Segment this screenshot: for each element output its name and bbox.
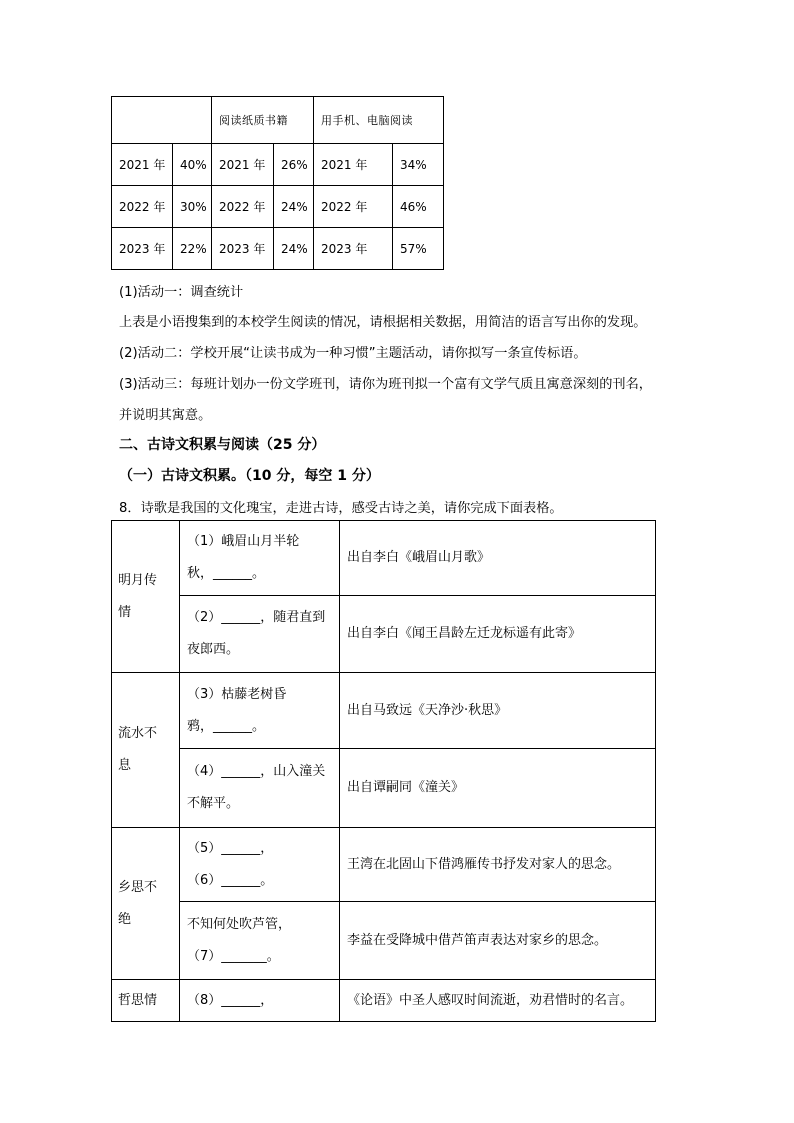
question-1-text: 上表是小语搜集到的本校学生阅读的情况，请根据相关数据，用简洁的语言写出你的发现。 — [119, 315, 647, 330]
header-paper-books: 阅读纸质书籍 — [212, 97, 314, 144]
table-row — [112, 228, 444, 270]
table-cell: 2023 年 — [212, 228, 274, 270]
table-cell: 22% — [173, 228, 212, 270]
category-cell: 明月传 情 — [112, 521, 180, 673]
verse-cell: （8）______， — [180, 980, 340, 1022]
section-title: 二、古诗文积累与阅读（25 分） — [119, 437, 326, 453]
header-digital-reading: 用手机、电脑阅读 — [314, 97, 444, 144]
source-cell: 出自李白《闻王昌龄左迁龙标遥有此寄》 — [340, 596, 656, 673]
question-3-text: (3)活动三：每班计划办一份文学班刊，请你为班刊拟一个富有文学气质且寓意深刻的刊名， — [119, 377, 652, 392]
table-cell: 46% — [393, 186, 444, 228]
table-cell: 40% — [173, 144, 212, 186]
table-cell: 24% — [274, 228, 314, 270]
table-row — [112, 144, 444, 186]
source-cell: 《论语》中圣人感叹时间流逝，劝君惜时的名言。 — [340, 980, 656, 1022]
verse-cell: （3）枯藤老树昏 鸦，______。 — [180, 673, 340, 749]
category-cell: 乡思不 绝 — [112, 828, 180, 980]
table-cell: 2021 年 — [314, 144, 393, 186]
table-cell: 30% — [173, 186, 212, 228]
table-cell: 57% — [393, 228, 444, 270]
table-row — [112, 186, 444, 228]
source-cell: 出自谭嗣同《潼关》 — [340, 749, 656, 828]
verse-cell: （2）______，随君直到 夜郎西。 — [180, 596, 340, 673]
table-cell: 2023 年 — [112, 228, 173, 270]
table-row — [112, 749, 656, 828]
table-cell: 26% — [274, 144, 314, 186]
verse-cell: （4）______，山入潼关 不解平。 — [180, 749, 340, 828]
reading-survey-table — [111, 96, 444, 270]
question-3-text-cont: 并说明其寓意。 — [119, 408, 212, 423]
section-subtitle: （一）古诗文积累。（10 分，每空 1 分） — [119, 468, 380, 484]
table-cell: 2021 年 — [112, 144, 173, 186]
poetry-table — [111, 520, 656, 1022]
header-empty-cell — [112, 97, 212, 144]
source-cell: 出自马致远《天净沙·秋思》 — [340, 673, 656, 749]
category-cell: 哲思情 — [112, 980, 180, 1022]
source-cell: 王湾在北固山下借鸿雁传书抒发对家人的思念。 — [340, 828, 656, 902]
table-cell: 34% — [393, 144, 444, 186]
question-8-text: 8．诗歌是我国的文化瑰宝，走进古诗，感受古诗之美，请你完成下面表格。 — [119, 501, 563, 516]
table-row — [112, 828, 656, 902]
question-1-title: (1)活动一：调查统计 — [119, 285, 244, 300]
verse-cell: （1）峨眉山月半轮 秋，______。 — [180, 521, 340, 596]
category-cell: 流水不 息 — [112, 673, 180, 828]
question-2-text: (2)活动二：学校开展“让读书成为一种习惯”主题活动，请你拟写一条宣传标语。 — [119, 346, 587, 361]
verse-cell: 不知何处吹芦管， （7）_______。 — [180, 902, 340, 980]
table-row — [112, 673, 656, 749]
verse-cell: （5）______， （6）______。 — [180, 828, 340, 902]
table-row — [112, 596, 656, 673]
table-row — [112, 521, 656, 596]
table-cell: 2021 年 — [212, 144, 274, 186]
table-row — [112, 980, 656, 1022]
table-cell: 2023 年 — [314, 228, 393, 270]
table-header-row — [112, 97, 444, 144]
source-cell: 李益在受降城中借芦笛声表达对家乡的思念。 — [340, 902, 656, 980]
table-row — [112, 902, 656, 980]
table-cell: 2022 年 — [314, 186, 393, 228]
table-cell: 2022 年 — [212, 186, 274, 228]
table-cell: 24% — [274, 186, 314, 228]
source-cell: 出自李白《峨眉山月歌》 — [340, 521, 656, 596]
table-cell: 2022 年 — [112, 186, 173, 228]
